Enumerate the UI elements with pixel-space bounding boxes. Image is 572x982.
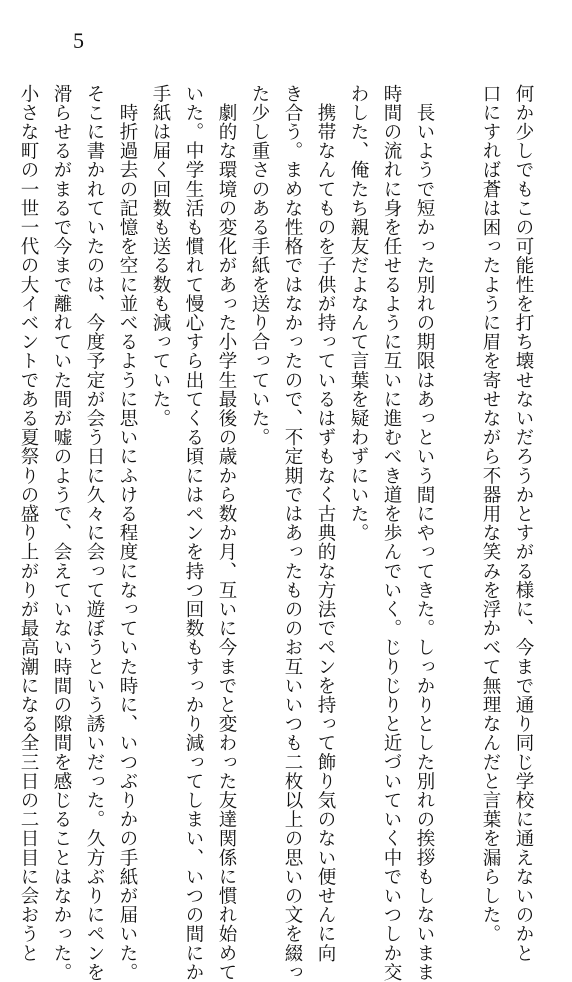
text-line: 携帯なんてものを子供が持っているはずもなく古典的な方法でペンを持って飾り気のない便せんに向 [315,84,336,963]
vertical-text-body [12,84,540,982]
text-line: いた。中学生活も慣れて慢心すら出てくる頃にはペンを持つ回数もすっかり減ってしまい、いつの間にか [183,84,204,982]
text-line: 劇的な環境の変化があった小学生最後の歳から数か月、互いに今までと変わった友達関係に慣れ始めて [216,84,237,982]
text-line: 口にすれば蒼は困ったように眉を寄せながら不器用な笑みを浮かべて無理なんだと言葉を漏らした。 [480,84,501,944]
text-line: 小さな町の一世一代の大イベントである夏祭りの盛り上がりが最高潮になる全三日の二日目に会おうと [18,84,39,963]
text-line: 時折過去の記憶を空に並べるように思いにふける程度になっていた時に、いつぶりかの手紙が届いた。 [117,84,138,982]
text-line: 手紙は届く回数も送る数も減っていた。 [150,84,171,428]
text-line: 時間の流れに身を任せるように互いに進むべき道を歩んでいく。じりじりと近づいていく中でいつしか交 [381,84,402,982]
text-line: 長いようで短かった別れの期限はあっという間にやってきた。しっかりとした別れの挨拶もしないまま [414,84,435,982]
blank-line [441,84,474,884]
text-line: 滑らせるがまるで今まで離れていた間が嘘のようで、会えていない時間の隙間を感じることはなかった。 [51,84,72,982]
text-line: そこに書かれていたのは、今度予定が会う日に久々に会って遊ぼうという誘いだった。久方ぶりにペンを [84,84,105,982]
page-number: 5 [73,28,84,53]
text-line: た少し重さのある手紙を送り合っていた。 [249,84,270,447]
text-line: き合う。まめな性格ではなかったので、不定期ではあったもののお互いいつも二枚以上の思いの文を綴っ [282,84,303,982]
text-line: 何か少しでもこの可能性を打ち壊せないだろうかとすがる様に、今まで通り同じ学校に通えないのかと [513,84,534,963]
text-line: わした、俺たち親友だよなんて言葉を疑わずにいた。 [348,84,369,543]
